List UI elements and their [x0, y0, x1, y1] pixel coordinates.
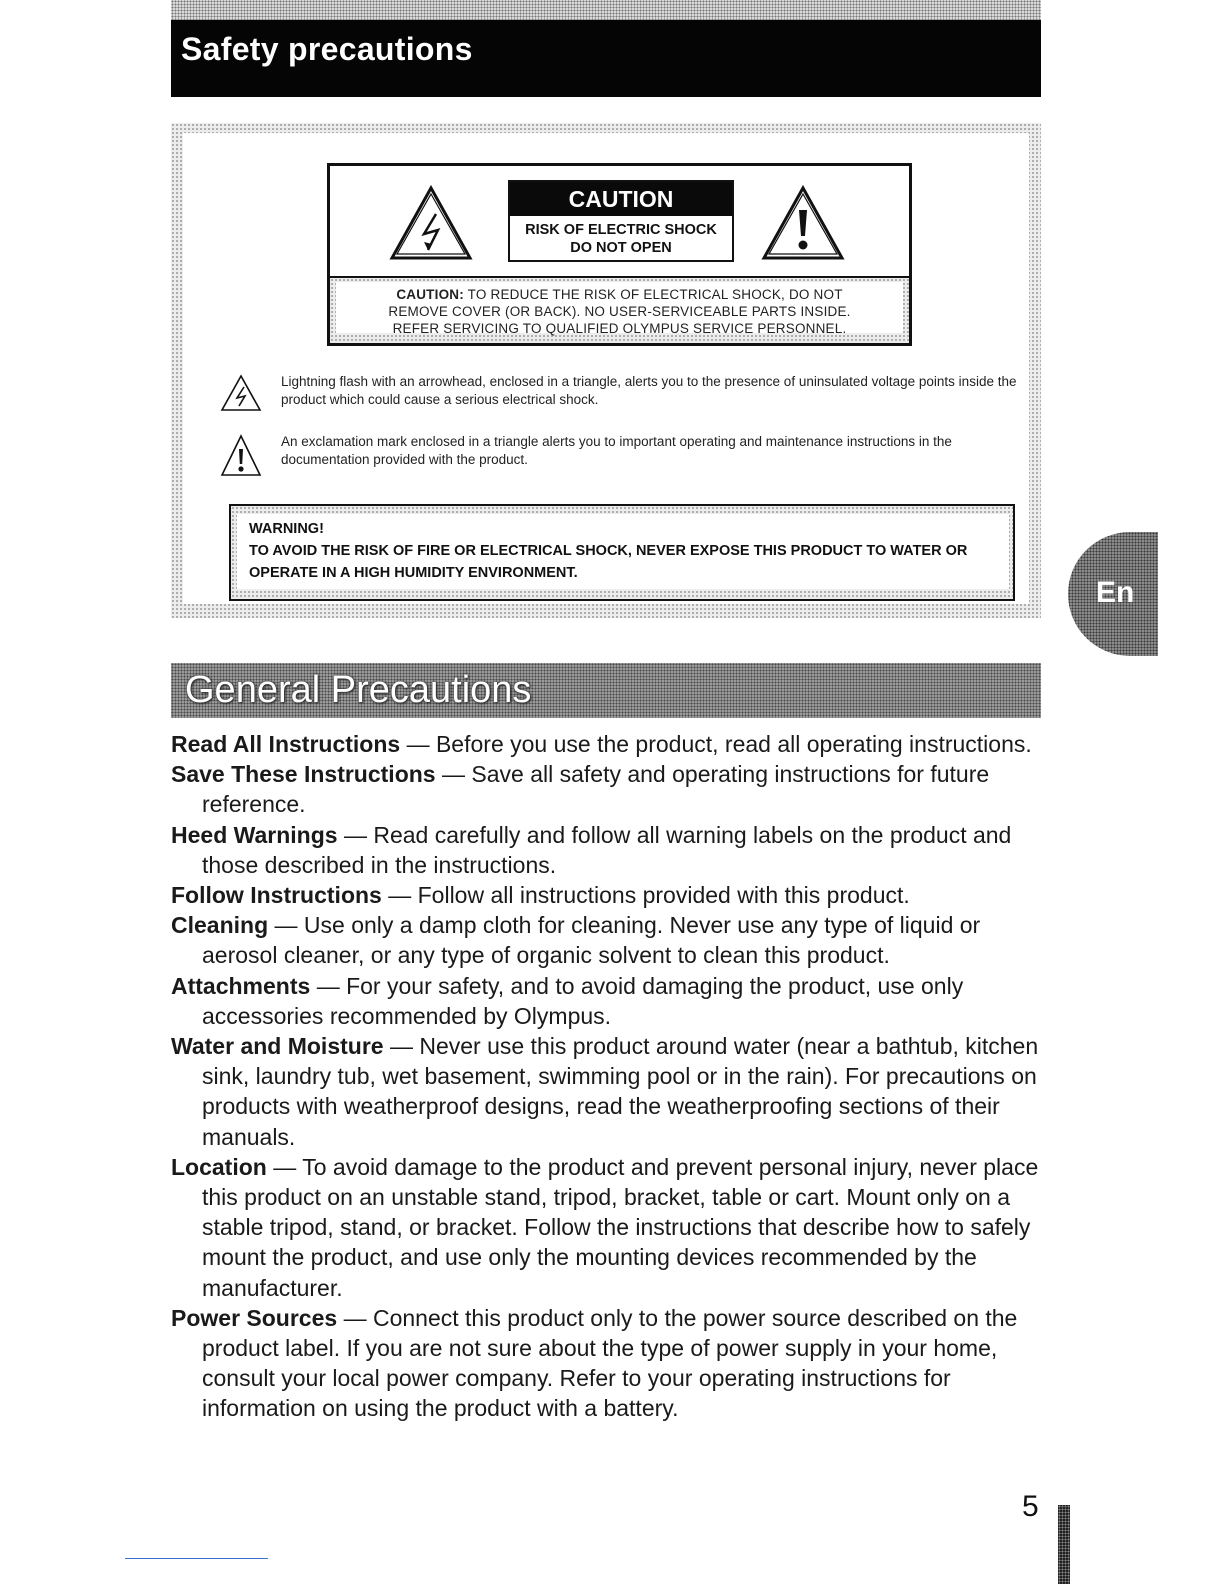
caution-line-1: RISK OF ELECTRIC SHOCK — [525, 222, 717, 238]
caution-note-lead: CAUTION: — [396, 287, 464, 302]
language-tab-label: En — [1096, 576, 1135, 609]
list-item — [171, 910, 1046, 970]
list-item — [171, 1152, 1046, 1303]
list-item-term: Location — [171, 1153, 267, 1180]
list-item-text: Read carefully and follow all warning labels on the product and those described in the instructions. — [202, 821, 1012, 878]
lightning-triangle-icon — [219, 373, 263, 413]
caution-label — [327, 163, 912, 346]
list-item-text: Never use this product around water (near a bathtub, kitchen sink, laundry tub, wet basement, swimming pool or in the rain). For precautions on products with weatherproof designs, read the weatherproofing sections of their manuals. — [202, 1033, 1039, 1150]
safety-panel-inner — [183, 133, 1029, 604]
list-item-separator: — — [400, 731, 436, 757]
list-item-separator: — — [337, 1304, 373, 1331]
list-item-text: To avoid damage to the product and prevent personal injury, never place this product on an unstable stand, tripod, bracket, table or cart. Mount only on a stable tripod, stand, or bracket. Follow the instructions that describe how to safely mount the product, and use only the mounting devices recommended by the manufacturer. — [202, 1153, 1039, 1301]
warning-heading: WARNING! — [249, 521, 324, 537]
footer-rule — [125, 1558, 268, 1559]
list-item-separator: — — [266, 1153, 303, 1180]
list-item-separator: — — [268, 912, 304, 939]
symbol-row-lightning — [219, 373, 1059, 418]
list-item-term: Cleaning — [171, 912, 269, 939]
symbol-text-lightning: Lightning flash with an arrowhead, enclosed in a triangle, alerts you to the presence of uninsulated voltage points inside the product which could cause a serious electrical shock. — [281, 374, 1017, 407]
exclamation-triangle-icon — [760, 184, 846, 262]
list-item-term: Read All Instructions — [171, 731, 401, 757]
caution-note-line-3: REFER SERVICING TO QUALIFIED OLYMPUS SERVICE PERSONNEL. — [392, 321, 847, 336]
list-item-term: Save These Instructions — [171, 761, 436, 788]
caution-note-band — [330, 276, 909, 343]
exclamation-triangle-icon — [219, 433, 263, 479]
list-item — [171, 759, 1046, 819]
list-item — [171, 1303, 1046, 1424]
list-item-text: Follow all instructions provided with this product. — [417, 882, 910, 909]
list-item — [171, 1031, 1046, 1152]
list-item — [171, 729, 1046, 759]
list-item-term: Power Sources — [171, 1304, 338, 1331]
list-item-text: Connect this product only to the power source described on the product label. If you are not sure about the type of power supply in your home, consult your local power company. Refer to your operating instructions for information on using the product with a battery. — [202, 1304, 1018, 1422]
list-item-text: Save all safety and operating instructions for future reference. — [202, 761, 990, 818]
list-item-text: For your safety, and to avoid damaging the product, use only accessories recommended by Olympus. — [202, 972, 964, 1029]
page-number: 5 — [1022, 1490, 1039, 1523]
list-item-text: Before you use the product, read all operating instructions. — [435, 731, 1032, 757]
caution-note-line-2: REMOVE COVER (OR BACK). NO USER-SERVICEABLE PARTS INSIDE. — [388, 304, 851, 319]
symbol-text-exclamation: An exclamation mark enclosed in a triangle alerts you to important operating and maintenance instructions in the documentation provided with the product. — [281, 434, 952, 467]
safety-panel — [171, 123, 1041, 618]
title-bar-stripe — [171, 0, 1041, 20]
list-item-separator: — — [435, 761, 472, 788]
list-item-term: Follow Instructions — [171, 882, 382, 909]
warning-text: TO AVOID THE RISK OF FIRE OR ELECTRICAL SHOCK, NEVER EXPOSE THIS PRODUCT TO WATER OR OPERATE IN A HIGH HUMIDITY ENVIRONMENT. — [249, 543, 968, 581]
list-item-term: Heed Warnings — [171, 821, 338, 848]
caution-line-2: DO NOT OPEN — [570, 240, 672, 256]
list-item — [171, 880, 1046, 910]
list-item-separator: — — [383, 1033, 420, 1060]
language-tab — [1068, 532, 1158, 656]
precautions-list — [171, 729, 1046, 1424]
caution-heading: CAUTION — [510, 182, 732, 216]
list-item — [171, 971, 1046, 1031]
list-item-term: Water and Moisture — [171, 1033, 384, 1060]
section-title: General Precautions — [185, 669, 532, 711]
caution-box — [508, 180, 734, 262]
page-edge-mark — [1058, 1505, 1070, 1584]
list-item-text: Use only a damp cloth for cleaning. Never use any type of liquid or aerosol cleaner, or any type of organic solvent to clean this product. — [202, 912, 981, 969]
title-bar — [171, 0, 1041, 97]
list-item-separator: — — [337, 821, 374, 848]
list-item-separator: — — [310, 972, 347, 999]
list-item-term: Attachments — [171, 972, 311, 999]
list-item-separator: — — [381, 882, 418, 909]
page-title: Safety precautions — [181, 31, 473, 67]
lightning-triangle-icon — [388, 184, 474, 262]
symbol-row-exclamation — [219, 433, 1059, 484]
caution-note-line-1: TO REDUCE THE RISK OF ELECTRICAL SHOCK, DO NOT — [467, 287, 843, 302]
warning-box — [229, 504, 1015, 601]
general-precautions-bar — [171, 663, 1041, 718]
list-item — [171, 820, 1046, 880]
